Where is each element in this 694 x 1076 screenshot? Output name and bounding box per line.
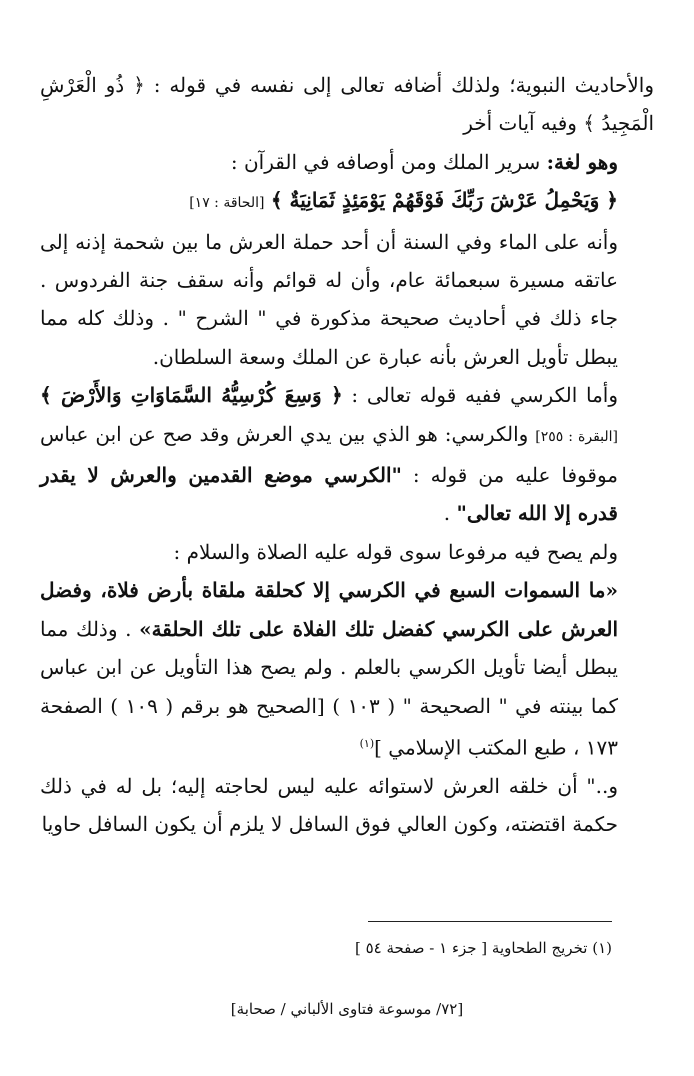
verse-reference: [البقرة : ٢٥٥] — [535, 428, 618, 445]
quran-verse: ﴿ وَيَحْمِلُ عَرْشَ رَبِّكَ فَوْقَهُمْ يَوْمَئِذٍ ثَمَانِيَةٌ ﴾ — [270, 188, 618, 213]
paragraph-4 — [40, 223, 654, 377]
page-footer: [٧٢/ موسوعة فتاوى الألباني / صحابة] — [230, 1000, 464, 1018]
footnote-divider — [368, 921, 612, 922]
paragraph-lead: وهو لغة: — [546, 149, 618, 174]
paragraph-6 — [40, 533, 654, 571]
paragraph-5 — [40, 376, 654, 533]
hadith-quote: «ما السموات السبع في الكرسي إلا كحلقة ملقاة بأرض فلاة، وفضل العرش على الكرسي كفضل تلك الفلاة على تلك الحلقة» — [40, 578, 619, 641]
paragraph-text: وأما الكرسي ففيه قوله تعالى : — [342, 383, 619, 408]
body-text — [40, 66, 654, 844]
paragraph-tail: . — [443, 501, 457, 526]
paragraph-1 — [40, 66, 654, 143]
paragraph-7 — [40, 571, 654, 767]
paragraph-text: سرير الملك ومن أوصافه في القرآن : — [230, 149, 547, 174]
paragraph-text: وأنه على الماء وفي السنة أن أحد حملة العرش ما بين شحمة إذنه إلى عاتقه مسيرة سبعمائة عام، وأن له قوائم وأنه سقف جنة الفردوس . جاء ذلك في أحاديث صحيحة مذكورة في " الشرح " . وذلك كله مما يبطل تأويل العرش بأنه عبارة عن الملك وسعة السلطان. — [40, 229, 618, 369]
paragraph-text: و.." أن خلقه العرش لاستوائه عليه ليس لحاجته إليه؛ بل له في ذلك حكمة اقتضته، وكون العالي فوق السافل لا يلزم أن يكون السافل حاويا — [40, 773, 618, 837]
paragraph-2 — [40, 143, 654, 181]
paragraph-3 — [40, 181, 654, 222]
quran-verse: ﴿ وَسِعَ كُرْسِيُّهُ السَّمَاوَاتِ وَالأَرْضَ ﴾ — [40, 383, 343, 408]
paragraph-text-after: والكرسي: هو الذي بين يدي العرش وقد صح عن ابن عباس موقوفا عليه من قوله : — [40, 421, 618, 488]
footnote: (١) تخريج الطحاوية [ جزء ١ - صفحة ٥٤ ] — [354, 939, 612, 957]
paragraph-text: . وذلك مما يبطل أيضا تأويل الكرسي بالعلم . ولم يصح هذا التأويل عن ابن عباس كما بينته في " الصحيحة " ( ١٠٣ ) [الصحيح هو برقم ( ١٠٩ ) الصفحة ١٧٣ ، طبع المكتب الإسلامي ] — [40, 616, 619, 760]
paragraph-8 — [40, 767, 654, 844]
paragraph-text: ولم يصح فيه مرفوعا سوى قوله عليه الصلاة والسلام : — [173, 539, 618, 564]
bold-quote: "الكرسي موضع القدمين والعرش لا يقدر قدره إلا الله تعالى" — [40, 463, 618, 526]
footnote-marker: (١) — [359, 736, 375, 750]
verse-reference: [الحاقة : ١٧] — [189, 195, 265, 212]
paragraph-text: والأحاديث النبوية؛ ولذلك أضافه تعالى إلى نفسه في قوله : ﴿ ذُو الْعَرْشِ الْمَجِيدُ ﴾ وفيه آيات أخر — [40, 73, 654, 136]
